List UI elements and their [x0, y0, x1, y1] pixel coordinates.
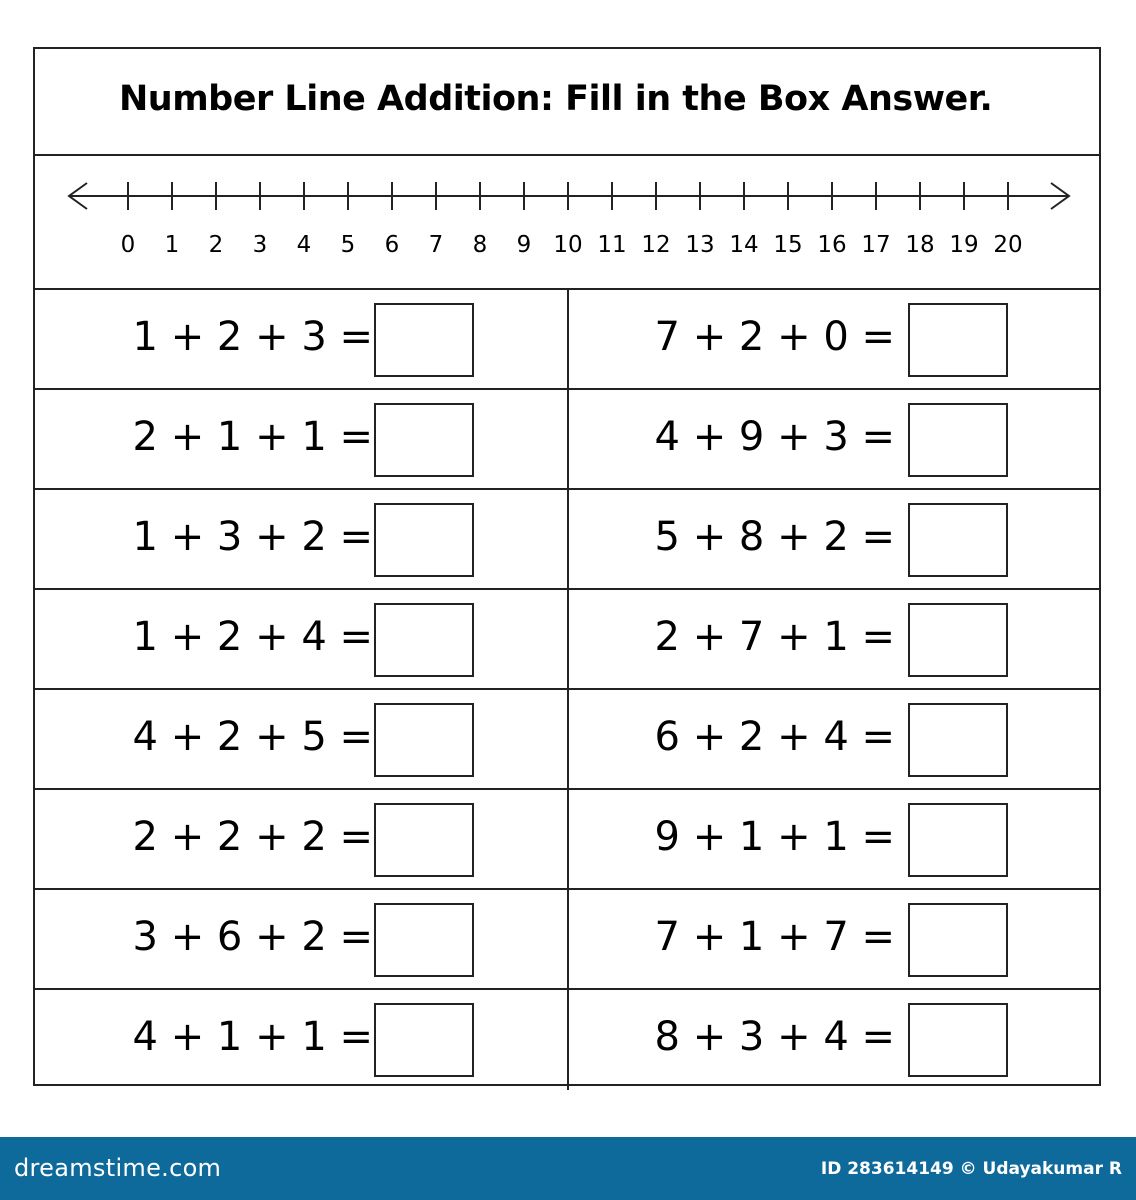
problem-cell-left — [35, 390, 569, 488]
number-line-label: 4 — [296, 232, 312, 258]
number-line-label: 13 — [685, 232, 715, 258]
problem-cell-right — [569, 290, 1101, 388]
answer-box[interactable] — [908, 803, 1008, 877]
number-line-label: 6 — [384, 232, 400, 258]
number-line-label: 5 — [340, 232, 356, 258]
equation-text: 3 + 6 + 2 = — [132, 914, 373, 960]
equation-text: 2 + 1 + 1 = — [132, 414, 373, 460]
number-line-row — [35, 156, 1099, 290]
equation-text: 1 + 3 + 2 = — [132, 514, 373, 560]
number-line-label: 20 — [993, 232, 1023, 258]
number-line-label: 14 — [729, 232, 759, 258]
number-line-label: 19 — [949, 232, 979, 258]
equation-text: 6 + 2 + 4 = — [654, 714, 895, 760]
problem-cell-left — [35, 890, 569, 988]
problem-cell-right — [569, 690, 1101, 788]
footer-id: ID 283614149 © Udayakumar R — [820, 1159, 1122, 1179]
number-line-label: 15 — [773, 232, 803, 258]
equation-text: 7 + 2 + 0 = — [654, 314, 895, 360]
number-line-label: 7 — [428, 232, 444, 258]
worksheet-title: Number Line Addition: Fill in the Box Answer. — [119, 79, 993, 119]
number-line — [35, 156, 1099, 288]
problem-cell-right — [569, 590, 1101, 688]
equation-text: 4 + 1 + 1 = — [132, 1014, 373, 1060]
number-line-label: 8 — [472, 232, 488, 258]
answer-box[interactable] — [374, 1003, 474, 1077]
answer-box[interactable] — [374, 503, 474, 577]
equation-text: 4 + 9 + 3 = — [654, 414, 895, 460]
problem-cell-right — [569, 890, 1101, 988]
number-line-label: 3 — [252, 232, 268, 258]
answer-box[interactable] — [374, 703, 474, 777]
problem-grid — [35, 290, 1099, 1084]
equation-text: 2 + 7 + 1 = — [654, 614, 895, 660]
answer-box[interactable] — [908, 703, 1008, 777]
problem-cell-right — [569, 990, 1101, 1090]
problem-row — [35, 390, 1099, 490]
answer-box[interactable] — [374, 303, 474, 377]
equation-text: 9 + 1 + 1 = — [654, 814, 895, 860]
answer-box[interactable] — [374, 603, 474, 677]
equation-text: 2 + 2 + 2 = — [132, 814, 373, 860]
number-line-label: 10 — [553, 232, 583, 258]
number-line-label: 11 — [597, 232, 627, 258]
answer-box[interactable] — [908, 903, 1008, 977]
answer-box[interactable] — [908, 403, 1008, 477]
answer-box[interactable] — [908, 503, 1008, 577]
problem-cell-left — [35, 290, 569, 388]
problem-row — [35, 290, 1099, 390]
number-line-label: 16 — [817, 232, 847, 258]
problem-row — [35, 890, 1099, 990]
number-line-label: 0 — [120, 232, 136, 258]
footer-brand: dreamstime.com — [14, 1154, 222, 1182]
number-line-label: 12 — [641, 232, 671, 258]
problem-row — [35, 690, 1099, 790]
equation-text: 5 + 8 + 2 = — [654, 514, 895, 560]
problem-cell-left — [35, 490, 569, 588]
answer-box[interactable] — [908, 603, 1008, 677]
number-line-label: 1 — [164, 232, 180, 258]
equation-text: 7 + 1 + 7 = — [654, 914, 895, 960]
equation-text: 1 + 2 + 3 = — [132, 314, 373, 360]
number-line-label: 18 — [905, 232, 935, 258]
equation-text: 1 + 2 + 4 = — [132, 614, 373, 660]
answer-box[interactable] — [908, 303, 1008, 377]
problem-cell-left — [35, 790, 569, 888]
problem-row — [35, 590, 1099, 690]
problem-row — [35, 790, 1099, 890]
problem-cell-right — [569, 490, 1101, 588]
equation-text: 8 + 3 + 4 = — [654, 1014, 895, 1060]
title-row — [35, 49, 1099, 156]
answer-box[interactable] — [374, 803, 474, 877]
problem-cell-left — [35, 590, 569, 688]
equation-text: 4 + 2 + 5 = — [132, 714, 373, 760]
problem-cell-right — [569, 390, 1101, 488]
problem-cell-right — [569, 790, 1101, 888]
number-line-label: 2 — [208, 232, 224, 258]
problem-cell-left — [35, 990, 569, 1090]
answer-box[interactable] — [374, 403, 474, 477]
problem-row — [35, 490, 1099, 590]
worksheet — [33, 47, 1101, 1086]
problem-cell-left — [35, 690, 569, 788]
footer-bar — [0, 1137, 1136, 1200]
number-line-label: 9 — [516, 232, 532, 258]
problem-row — [35, 990, 1099, 1090]
answer-box[interactable] — [908, 1003, 1008, 1077]
number-line-label: 17 — [861, 232, 891, 258]
answer-box[interactable] — [374, 903, 474, 977]
